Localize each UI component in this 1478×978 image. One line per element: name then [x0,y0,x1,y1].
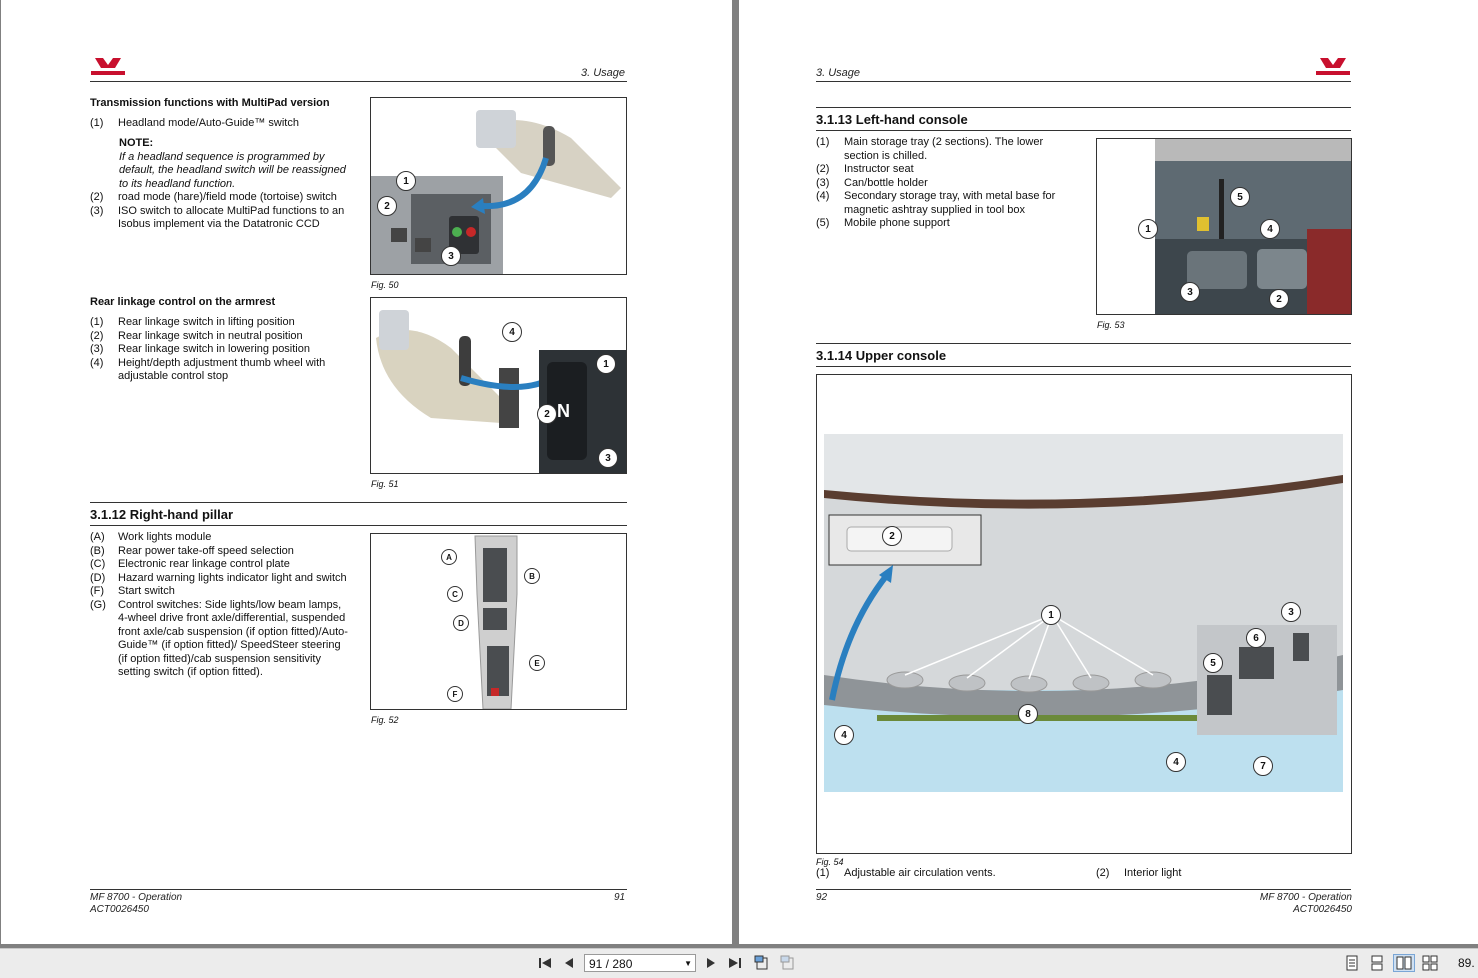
callout-2: 2 [882,526,902,546]
two-page-icon[interactable] [1393,954,1415,972]
figure-50 [370,97,627,275]
list-item: (1) Headland mode/Auto-Guide™ switch [90,117,299,129]
list-item: (2) road mode (hare)/field mode (tortoise) switch [90,191,337,203]
fig52-caption: Fig. 52 [371,715,399,725]
massey-ferguson-logo-icon [1314,56,1352,78]
callout-5: 5 [1203,653,1223,673]
callout-3: 3 [441,246,461,266]
section-title-transmission: Transmission functions with MultiPad version [90,97,330,109]
callout-4: 4 [1166,752,1186,772]
callout-5: 5 [1230,187,1250,207]
callout-1: 1 [1041,605,1061,625]
section-rule [816,343,1351,344]
page-92 [739,0,1478,944]
list-item: (1) Adjustable air circulation vents. [816,867,996,879]
header-rule [90,81,627,82]
callout-4: 4 [502,322,522,342]
callout-b: B [524,568,540,584]
rear-linkage-list [90,316,350,384]
list-item: (1) Main storage tray (2 sections). The lower section is chilled. [816,136,1044,162]
list-item: (2) Rear linkage switch in neutral position [90,329,303,342]
continuous-icon[interactable] [1368,954,1386,972]
section-rule [90,502,627,503]
list-item: (4) Height/depth adjustment thumb wheel with adjustable control stop [90,356,326,382]
callout-2: 2 [377,196,397,216]
prev-page-icon[interactable] [560,954,578,972]
upper-console-item-1 [816,867,1071,881]
list-item: (3) ISO switch to allocate MultiPad functions to an Isobus implement via the Datatronic CCD [90,204,345,230]
footer-rule [816,889,1351,890]
list-item: (C) Electronic rear linkage control plate [90,558,290,570]
first-page-icon[interactable] [536,954,554,972]
list-item: (2) Instructor seat [816,163,914,175]
footer-rule [90,889,627,890]
section-title-left-console: 3.1.13 Left-hand console [816,112,968,127]
section-title-right-pillar: 3.1.12 Right-hand pillar [90,507,234,522]
pillar-illustration [371,534,626,709]
transmission-list-b [90,191,350,232]
header-section: 3. Usage [816,67,861,79]
list-item: (A) Work lights module [90,531,212,543]
single-page-icon[interactable] [1343,954,1361,972]
zoom-level[interactable]: 89. [1458,956,1475,970]
page-number: 91 [614,892,626,903]
fig51-caption: Fig. 51 [371,479,399,489]
list-item: (3) Rear linkage switch in lowering position [90,343,310,355]
figure-54 [816,374,1352,854]
page-number: 92 [816,892,828,903]
list-item: (4) Secondary storage tray, with metal base for magnetic ashtray supplied in tool box [816,190,1056,216]
callout-7: 7 [1253,756,1273,776]
left-console-list [816,136,1071,231]
list-item: (5) Mobile phone support [816,217,950,229]
callout-6: 6 [1246,628,1266,648]
list-item: (B) Rear power take-off speed selection [90,544,294,557]
armrest-illustration [371,298,626,473]
note-block [119,137,354,191]
section-title-rear-linkage: Rear linkage control on the armrest [90,296,276,308]
transmission-list [90,117,350,131]
upper-console-item-2 [1096,867,1296,881]
callout-2: 2 [537,404,557,424]
fig50-caption: Fig. 50 [371,280,399,290]
viewer-toolbar [0,948,1478,978]
footer-doc-info: MF 8700 - Operation ACT0026450 [1259,892,1352,915]
section-rule [816,366,1351,367]
fig54-caption: Fig. 54 [816,857,844,867]
page-91 [1,0,732,944]
figure-52 [370,533,627,710]
last-page-icon[interactable] [726,954,744,972]
section-rule [90,525,627,526]
section-rule [816,107,1351,108]
callout-1: 1 [596,354,616,374]
callout-8: 8 [1018,704,1038,724]
list-item: (F) Start switch [90,585,175,597]
massey-ferguson-logo-icon [89,56,127,78]
callout-a: A [441,549,457,565]
fig51-n-label: N [557,401,570,421]
callout-e: E [529,655,545,671]
callout-3: 3 [1281,602,1301,622]
section-rule [816,130,1351,131]
figure-53 [1096,138,1352,315]
callout-1: 1 [1138,219,1158,239]
callout-d: D [453,615,469,631]
page-number-input[interactable]: 91 / 280 ▼ [584,954,696,972]
upper-console-illustration [817,375,1351,853]
list-item: (3) Can/bottle holder [816,176,928,189]
header-rule [816,81,1351,82]
fit-page-icon[interactable] [753,954,771,972]
callout-3: 3 [598,448,618,468]
two-page-continuous-icon[interactable] [1421,954,1439,972]
note-text: If a headland sequence is programmed by default, the headland switch will be reassigned to its headland function. [119,150,346,190]
callout-2: 2 [1269,289,1289,309]
callout-f: F [447,686,463,702]
list-item: (2) Interior light [1096,867,1182,879]
list-item: (1) Rear linkage switch in lifting position [90,316,295,328]
section-title-upper-console: 3.1.14 Upper console [816,348,947,363]
next-page-icon[interactable] [702,954,720,972]
fig53-caption: Fig. 53 [1097,320,1125,330]
callout-3: 3 [1180,282,1200,302]
list-item: (G) Control switches: Side lights/low beam lamps, 4-wheel drive front axle/differential, suspended front axle/cab suspension (if option fitted)/Auto-Guide™ (if option fitted)/ SpeedSteer steering (if option fitted)/cab suspension sensitivity setting switch (if option fitted). [90,598,348,678]
footer-doc-info: MF 8700 - Operation ACT0026450 [90,892,183,915]
fit-width-icon[interactable] [779,954,797,972]
callout-4: 4 [834,725,854,745]
callout-4: 4 [1260,219,1280,239]
header-section: 3. Usage [581,67,626,79]
list-item: (D) Hazard warning lights indicator light and switch [90,571,347,584]
callout-1: 1 [396,171,416,191]
left-console-illustration [1097,139,1351,314]
note-title: NOTE: [119,137,154,149]
right-pillar-list [90,531,350,680]
callout-c: C [447,586,463,602]
chevron-down-icon[interactable]: ▼ [684,959,692,968]
figure-51 [370,297,627,474]
